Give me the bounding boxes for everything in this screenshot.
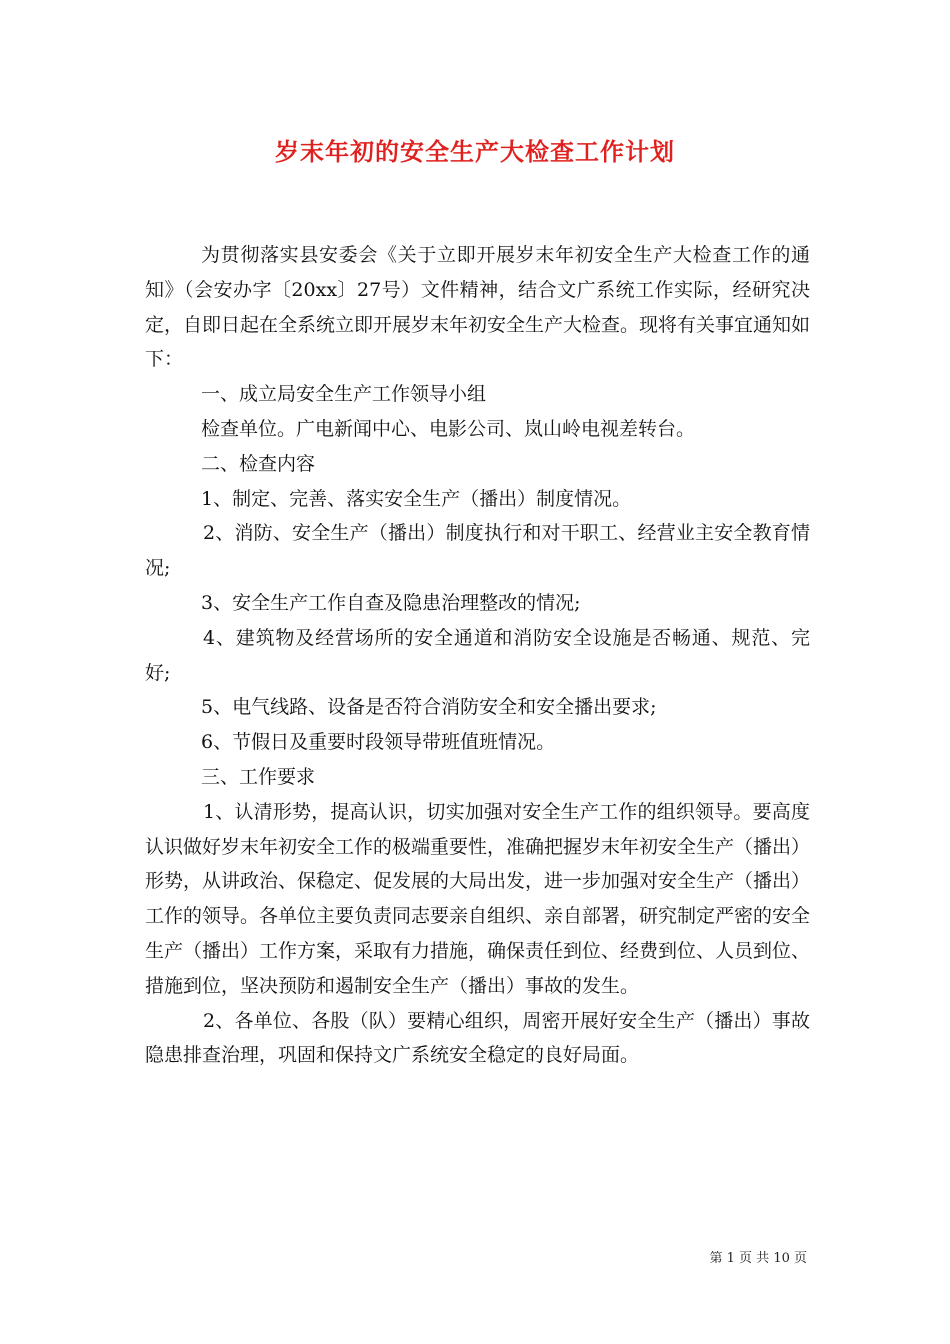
paragraph-units: 检查单位。广电新闻中心、电影公司、岚山岭电视差转台。 xyxy=(201,417,696,440)
section-heading-1: 一、成立局安全生产工作领导小组 xyxy=(201,383,487,406)
document-title: 岁末年初的安全生产大检查工作计划 xyxy=(275,137,675,166)
list-item-5: 5、电气线路、设备是否符合消防安全和安全播出要求; xyxy=(201,696,657,719)
paragraph-intro: 为贯彻落实县安委会《关于立即开展岁末年初安全生产大检查工作的通知》（会安办字〔20xx〕27号）文件精神，结合文广系统工作实际，经研究决定，自即日起在全系统立即开展岁末年初安全生产大检查。现将有关事宜通知如下： xyxy=(145,244,811,371)
requirement-1: 1、认清形势，提高认识，切实加强对安全生产工作的组织领导。要高度认识做好岁末年初安全工作的极端重要性，准确把握岁末年初安全生产（播出）形势，从讲政治、保稳定、促发展的大局出发，进一步加强对安全生产（播出）工作的领导。各单位主要负责同志要亲自组织、亲自部署，研究制定严密的安全生产（播出）工作方案，采取有力措施，确保责任到位、经费到位、人员到位、措施到位，坚决预防和遏制安全生产（播出）事故的发生。 xyxy=(145,800,811,997)
section-heading-3: 三、工作要求 xyxy=(201,765,316,788)
requirement-2: 2、各单位、各股（队）要精心组织，周密开展好安全生产（播出）事故隐患排查治理，巩固和保持文广系统安全稳定的良好局面。 xyxy=(145,1009,810,1067)
list-item-2: 2、消防、安全生产（播出）制度执行和对干职工、经营业主安全教育情况; xyxy=(145,522,810,580)
list-item-1: 1、制定、完善、落实安全生产（播出）制度情况。 xyxy=(201,487,632,510)
section-heading-2: 二、检查内容 xyxy=(201,452,316,475)
list-item-4: 4、建筑物及经营场所的安全通道和消防安全设施是否畅通、规范、完好; xyxy=(145,626,810,684)
document-body xyxy=(145,238,810,1073)
list-item-3: 3、安全生产工作自查及隐患治理整改的情况; xyxy=(201,591,581,614)
list-item-6: 6、节假日及重要时段领导带班值班情况。 xyxy=(201,731,556,754)
page-number: 第 1 页 共 10 页 xyxy=(709,1251,807,1266)
